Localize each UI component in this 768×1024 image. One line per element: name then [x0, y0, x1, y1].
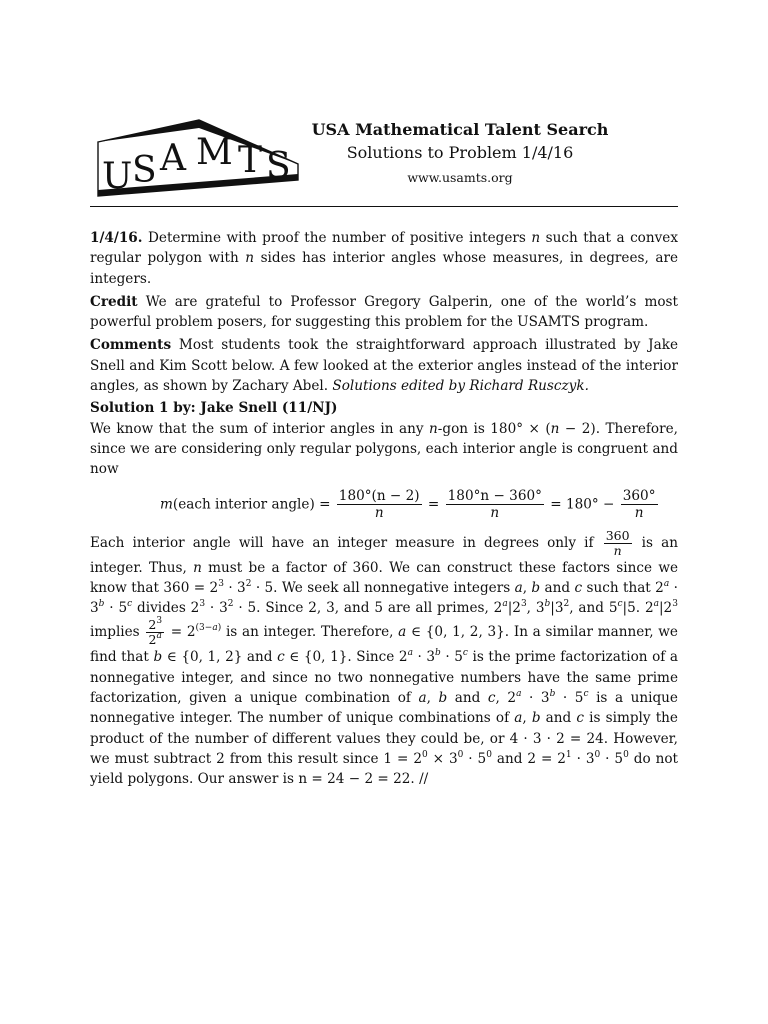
svg-text:A: A [160, 138, 186, 179]
final-answer: n = 24 − 2 = 22. // [298, 771, 429, 788]
svg-text:M: M [196, 132, 233, 173]
editor-note: Solutions edited by Richard Rusczyk. [332, 378, 589, 395]
svg-text:S: S [266, 146, 291, 187]
fraction-2-powers: $\frac{2^3}{2^a}$ [148, 616, 163, 648]
comments-paragraph: Comments Most students took the straightforward approach illustrated by Jake Snell and Kim Scott below. A few looked at the exterior angles instead of the interior angles, as shown by Zachary Abel. Solutions edited by Richard Rusczyk. [90, 337, 678, 395]
header-subtitle: Solutions to Problem 1/4/16 [346, 143, 574, 162]
credit-label: Credit [90, 293, 138, 310]
svg-text:S: S [132, 150, 157, 191]
display-equation: m(each interior angle) = $\frac{180^\circ(n - 2)}{n}$ = $\frac{180^\circ n - 360^\circ}{n}$ = 180° − $\frac{360^\circ}{n}$ [160, 487, 656, 521]
fraction-3: $\frac{360^\circ}{n}$ [622, 487, 656, 521]
solution-paragraph-2: Each interior angle will have an integer measure in degrees only if $\frac{360}{n}$ is an integer. Thus, n must be a factor of 360. We can construct these factors since we know that $360 = 2^3 \cdot 3^2 \cdot 5$. We seek all nonnegative integers a, b and c such that $2^a \cdot 3^b \cdot 5^c$ divides $2^3 \cdot 3^2 \cdot 5$. Since 2, 3, and 5 are all primes, $2^a|2^3$, $3^b|3^2$, and 5$^c$|5. $2^a|2^3$ implies $\frac{2^3}{2^a}$ = $2^{(3-a)}$ is an integer. Therefore, a ∈ {0, 1, 2, 3}. In a similar manner, we find that b ∈ {0, 1, 2} and c ∈ {0, 1}. Since $2^a \cdot 3^b \cdot 5^c$ is the prime factorization of a nonnegative integer, and since no two nonnegative numbers have the same prime factorization, given a unique combination of a, b and c, $2^a \cdot 3^b \cdot 5^c$ is a unique nonnegative integer. The number of unique combinations of a, b and c is simply the product of the number of different values they could be, or 4 · 3 · 2 = 24. However, we must subtract 2 from this result since $1 = 2^0 \times 3^0 \cdot 5^0$ and $2 = 2^1 \cdot 3^0 \cdot 5^0$ do not yield polygons. Our answer is n = 24 − 2 = 22. // [90, 527, 679, 788]
problem-label: 1/4/16. [90, 230, 143, 246]
fraction-360-over-n: $\frac{360}{n}$ [605, 527, 630, 558]
svg-text:U: U [102, 156, 133, 197]
solution-paragraph-1: We know that the sum of interior angles in any n-gon is 180° × (n − 2). Therefore, since we are considering only regular polygons, each interior angle is congruent and now [90, 420, 678, 478]
header-url[interactable]: www.usamts.org [407, 170, 513, 185]
header-divider [90, 206, 678, 207]
credit-paragraph: Credit We are grateful to Professor Gregory Galperin, one of the world’s most powerful problem posers, for suggesting this problem for the USAMTS program. [90, 293, 678, 331]
document-body [90, 228, 678, 790]
header-title: USA Mathematical Talent Search [311, 120, 609, 139]
comments-label: Comments [90, 337, 172, 354]
solution-heading: Solution 1 by: Jake Snell (11/NJ) [90, 400, 338, 417]
problem-statement: 1/4/16. Determine with proof the number of positive integers n such that a convex regular polygon with n sides has interior angles whose measures, in degrees, are integers. [90, 230, 679, 287]
fraction-1: $\frac{180^\circ(n - 2)}{n}$ [338, 487, 420, 521]
fraction-2: $\frac{180^\circ n - 360^\circ}{n}$ [447, 487, 542, 521]
svg-text:T: T [238, 140, 263, 181]
usamts-logo [96, 118, 300, 198]
